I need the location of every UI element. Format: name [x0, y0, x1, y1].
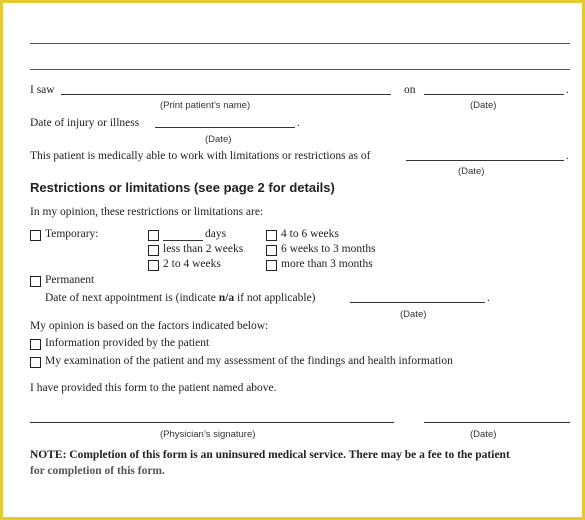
- less-than-two-weeks-checkbox[interactable]: [148, 245, 159, 256]
- note-line-1: NOTE: Completion of this form is an uninsured medical service. There may be a fee to the patient: [30, 449, 510, 461]
- two-to-four-weeks-checkbox[interactable]: [148, 260, 159, 271]
- top-rule-2: [30, 69, 570, 70]
- examination-label: My examination of the patient and my assessment of the findings and health information: [45, 355, 453, 367]
- signature-date-caption: (Date): [470, 429, 497, 440]
- visit-date-caption: (Date): [470, 100, 497, 111]
- less-than-two-weeks-label: less than 2 weeks: [163, 243, 244, 255]
- form-page: [3, 3, 582, 517]
- patient-name-field[interactable]: [61, 94, 391, 95]
- basis-intro-text: My opinion is based on the factors indicated below:: [30, 320, 269, 332]
- able-to-work-date-caption: (Date): [458, 166, 485, 177]
- provided-form-text: I have provided this form to the patient named above.: [30, 382, 277, 394]
- days-count-field[interactable]: [163, 240, 203, 241]
- permanent-label: Permanent: [45, 274, 95, 286]
- able-to-work-label: This patient is medically able to work with limitations or restrictions as of: [30, 150, 371, 162]
- period-3: .: [566, 150, 569, 162]
- two-to-four-weeks-label: 2 to 4 weeks: [163, 258, 221, 270]
- period-4: .: [487, 292, 490, 304]
- i-saw-label: I saw: [30, 84, 55, 96]
- on-label: on: [404, 84, 416, 96]
- information-provided-checkbox[interactable]: [30, 339, 41, 350]
- permanent-checkbox[interactable]: [30, 276, 41, 287]
- four-to-six-weeks-checkbox[interactable]: [266, 230, 277, 241]
- six-weeks-to-three-months-checkbox[interactable]: [266, 245, 277, 256]
- days-checkbox[interactable]: [148, 230, 159, 241]
- injury-date-field[interactable]: [155, 127, 295, 128]
- date-of-injury-label: Date of injury or illness: [30, 117, 140, 129]
- more-than-three-months-checkbox[interactable]: [266, 260, 277, 271]
- next-appointment-label: [45, 292, 316, 304]
- period-2: .: [297, 117, 300, 129]
- information-provided-label: Information provided by the patient: [45, 337, 210, 349]
- four-to-six-weeks-label: 4 to 6 weeks: [281, 228, 339, 240]
- signature-date-field[interactable]: [424, 422, 570, 423]
- print-patient-name-caption: (Print patient’s name): [160, 100, 251, 111]
- temporary-label: Temporary:: [45, 228, 99, 240]
- next-appointment-na: n/a: [218, 292, 235, 304]
- more-than-three-months-label: more than 3 months: [281, 258, 373, 270]
- period-1: .: [566, 84, 569, 96]
- six-weeks-to-three-months-label: 6 weeks to 3 months: [281, 243, 376, 255]
- days-label: days: [205, 228, 227, 240]
- next-appointment-prefix: Date of next appointment is (indicate: [45, 292, 219, 304]
- injury-date-caption: (Date): [205, 134, 232, 145]
- note-line-2: for completion of this form.: [30, 465, 165, 477]
- physician-signature-field[interactable]: [30, 422, 394, 423]
- physician-signature-caption: (Physician’s signature): [160, 429, 256, 440]
- next-appointment-date-caption: (Date): [400, 309, 427, 320]
- next-appointment-suffix: if not applicable): [234, 292, 316, 304]
- restrictions-heading: Restrictions or limitations (see page 2 for details): [30, 180, 335, 195]
- next-appointment-date-field[interactable]: [350, 302, 485, 303]
- examination-checkbox[interactable]: [30, 357, 41, 368]
- restrictions-opinion-text: In my opinion, these restrictions or limitations are:: [30, 206, 264, 218]
- top-rule-1: [30, 43, 570, 44]
- temporary-checkbox[interactable]: [30, 230, 41, 241]
- able-to-work-date-field[interactable]: [406, 160, 564, 161]
- visit-date-field[interactable]: [424, 94, 564, 95]
